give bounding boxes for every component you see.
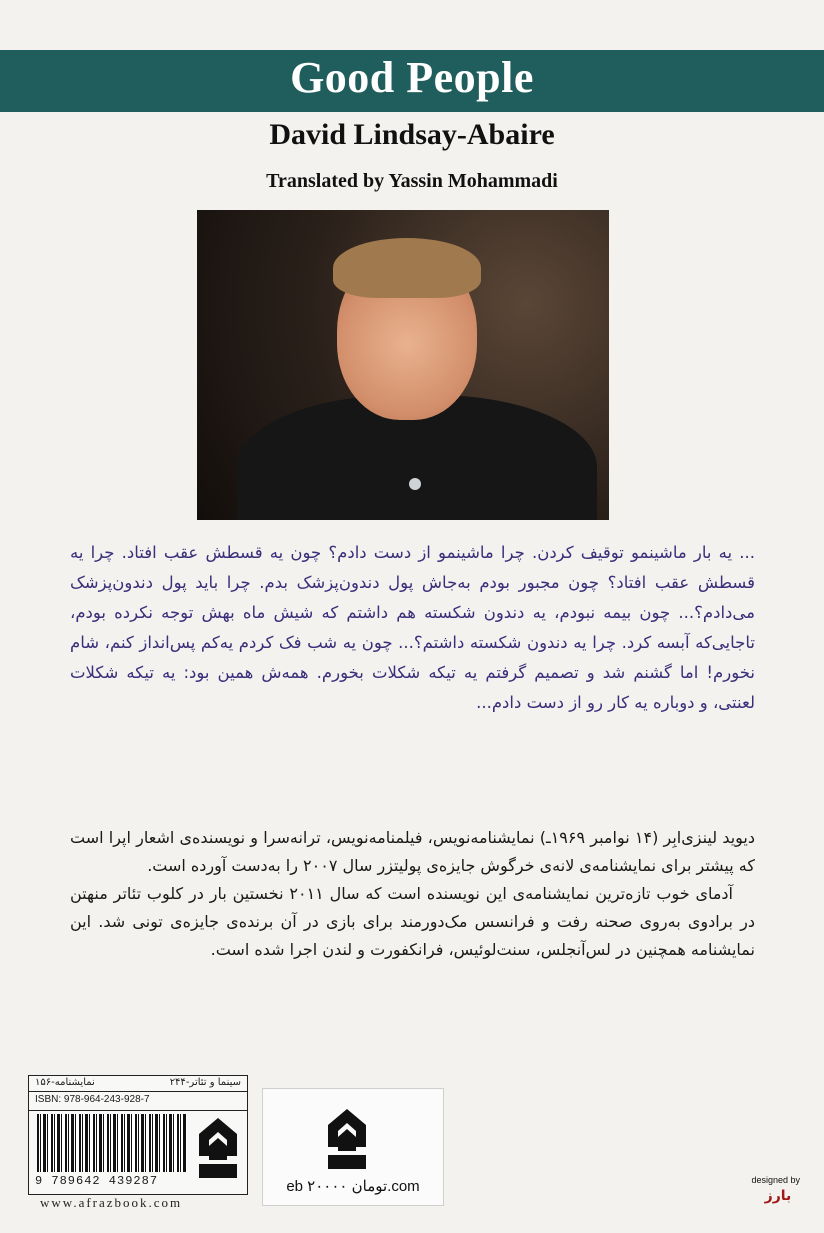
photo-hair — [333, 238, 481, 298]
series-info — [29, 1076, 247, 1092]
translator-credit: Translated by Yassin Mohammadi — [266, 170, 558, 192]
author-bio — [70, 824, 755, 964]
designer-logo: بارز — [764, 1188, 792, 1204]
barcode-number: 9 789642 439287 — [35, 1174, 159, 1188]
publisher-website: www.afrazbook.com — [40, 1195, 183, 1210]
play-number: نمایشنامه-۱۵۶ — [35, 1077, 95, 1088]
series-label: سینما و تئاتر-۲۴۴ — [169, 1077, 241, 1088]
price-sticker — [262, 1088, 444, 1206]
publisher-logo-icon — [325, 1107, 369, 1171]
designer-label: designed by — [751, 1175, 800, 1185]
play-excerpt: ... یه بار ماشینمو توقیف کردن. چرا ماشینمو از دست دادم؟ چون یه قسطش عقب افتاد. چرا یه قسطش عقب افتاد؟ چون مجبور بودم به‌جاش پول دندون‌پزشک بدم. چرا باید پول دندون‌پزشک می‌دادم؟... چون بیمه نبودم، یه دندون شکسته هم داشتم که شیش ماه بهش توجه نکرده بودم، تاجایی‌که آبسه کرد. چرا یه دندون شکسته داشتم؟... چون یه شب فک کردم یه‌کم پس‌انداز کنم، شام نخورم! اما گشنم شد و تصمیم گرفتم یه تیکه شکلات بخورم. همه‌ش همین بود: یه تیکه شکلات لعنتی، و دوباره یه کار رو از دست دادم... — [70, 543, 755, 712]
book-title: Good People — [290, 53, 534, 102]
author-photo — [197, 210, 609, 520]
barcode-box — [28, 1075, 248, 1195]
photo-pin — [409, 478, 421, 490]
price-text: eb ۲۰۰۰۰ تومان.com — [286, 1178, 420, 1195]
isbn: ISBN: 978-964-243-928-7 — [29, 1092, 247, 1111]
bio-paragraph-1: دیوید لینزی‌ابِر (۱۴ نوامبر ۱۹۶۹ـ) نمایشنامه‌نویس، فیلمنامه‌نویس، ترانه‌سرا و نویسنده‌ی اشعار اپرا است که پیشتر برای نمایشنامه‌ی لانه‌ی خرگوش جایزه‌ی پولیتزر سال ۲۰۰۷ را به‌دست آورده است. — [70, 828, 756, 875]
bio-paragraph-2: آدمای خوب تازه‌ترین نمایشنامه‌ی این نویسنده است که سال ۲۰۱۱ نخستین بار در کلوب تئاتر منهتن در برادوی به‌روی صحنه رفت و فرانسس مک‌دورمند برای بازی در آن برنده‌ی جایزه‌ی تونی شد. این نمایشنامه همچنین در لس‌آنجلس، سنت‌لوئیس، فرانکفورت و لندن اجرا شده است. — [70, 884, 755, 959]
author-name: David Lindsay-Abaire — [269, 118, 555, 151]
publisher-logo-icon — [197, 1116, 239, 1180]
barcode-bars — [37, 1114, 187, 1172]
